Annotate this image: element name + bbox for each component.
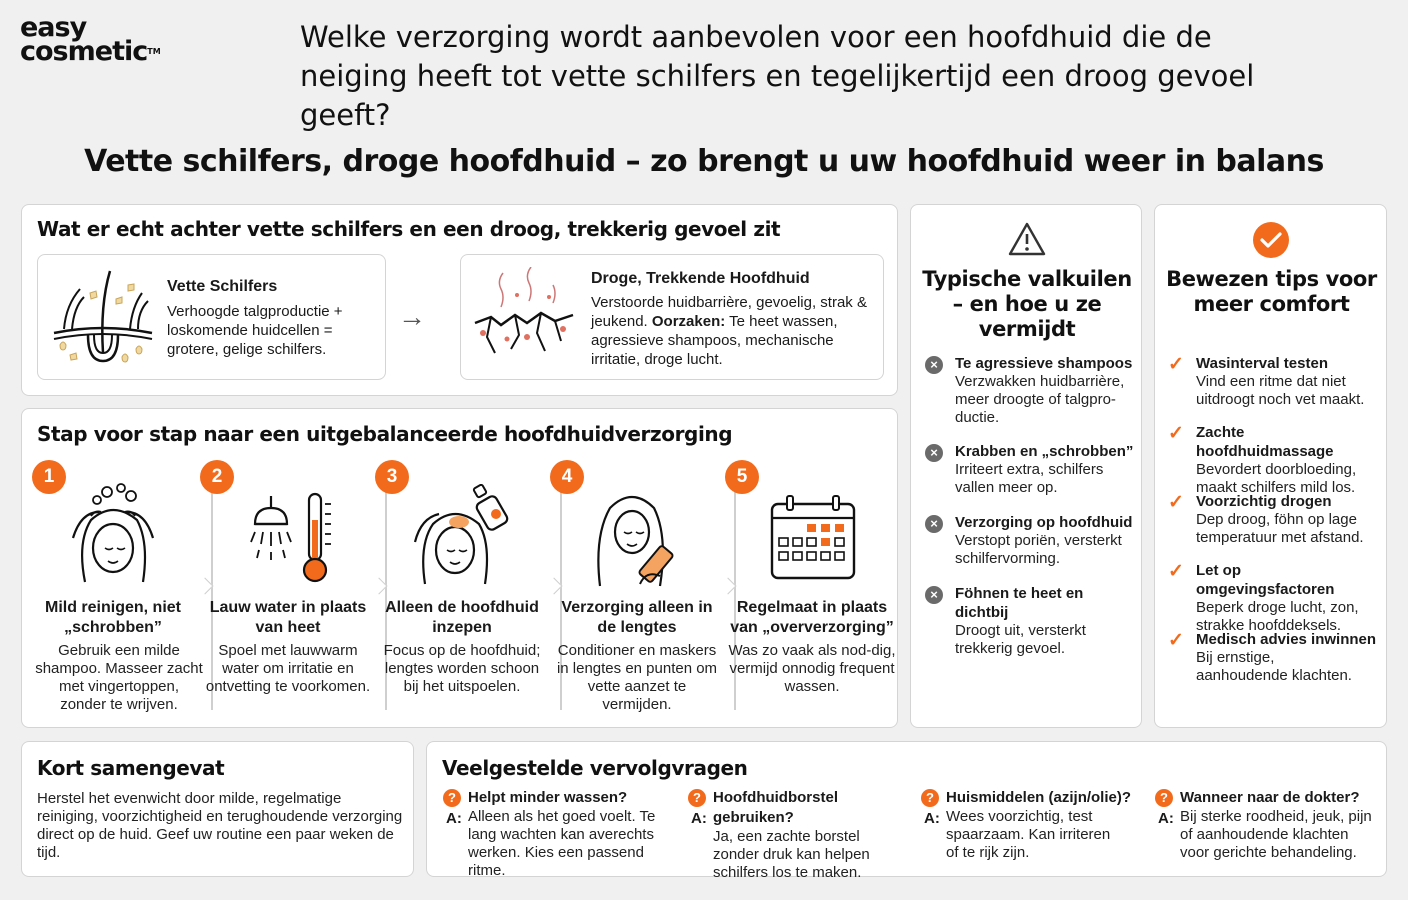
headline: Vette schilfers, droge hoofdhuid – zo brengt u uw hoofdhuid weer in balans: [84, 144, 1324, 179]
step-desc: Gebruik een milde shampoo. Masseer zacht met vingertoppen, zonder te wrijven.: [35, 642, 203, 713]
faq-item: [921, 788, 1146, 862]
oily-flakes-card: [37, 254, 386, 380]
causes-card: [21, 204, 898, 396]
logo-line-1: easy: [20, 12, 87, 43]
hair-follicle-icon: [50, 265, 156, 371]
pitfall-title: Krabben en „schrobben”: [955, 443, 1134, 460]
pitfall-desc: Verstopt poriën, versterkt schilfervorming.: [955, 532, 1122, 567]
faq-item: [443, 788, 668, 880]
checkmark-icon: ✓: [1168, 354, 1184, 375]
question-icon: ?: [1155, 789, 1173, 807]
oily-flakes-desc: Verhoogde talgproductie + loskomende huidcellen = grotere, gelige schilfers.: [167, 303, 343, 358]
checkmark-icon: ✓: [1168, 630, 1184, 651]
faq-question: Huismiddelen (azijn/olie)?: [946, 789, 1132, 806]
answer-label: A:: [446, 810, 462, 827]
faq-title: Veelgestelde vervolgvragen: [442, 756, 748, 780]
x-circle-icon: ×: [925, 515, 943, 533]
faq-answer: Ja, een zachte borstel zonder druk kan helpen schilfers los te maken.: [713, 828, 870, 881]
step-title: Lauw water in plaats van heet: [209, 599, 367, 636]
tip-desc: Bij ernstige, aanhoudende klachten.: [1196, 649, 1352, 684]
checkmark-icon: ✓: [1168, 423, 1184, 444]
faq-answer: Wees voorzichtig, test spaarzaam. Kan irriteren of te rijk zijn.: [946, 808, 1111, 861]
logo-line-2-wrap: [20, 36, 161, 67]
pitfall-title: Verzorging op hoofdhuid: [955, 514, 1133, 531]
faq-question: Hoofdhuidborstel gebruiken?: [713, 789, 838, 826]
step-number: 5: [725, 460, 759, 494]
answer-label: A:: [1158, 810, 1174, 827]
step-number: 1: [32, 460, 66, 494]
tip-title: Let op omgevingsfactoren: [1196, 562, 1335, 598]
tip-desc: Beperk droge lucht, zon, strakke hoofddeksels.: [1196, 599, 1359, 634]
tip-title: Wasinterval testen: [1196, 355, 1328, 372]
calendar-icon: [769, 494, 857, 582]
arrow-right-icon: →: [398, 301, 426, 332]
causes-title: Wat er echt achter vette schilfers en een droog, trekkerig gevoel zit: [37, 217, 781, 241]
step-title: Mild reinigen, niet „schrobben”: [44, 599, 181, 636]
question-icon: ?: [443, 789, 461, 807]
brand-logo: [20, 12, 161, 67]
summary-card: [21, 741, 414, 877]
pitfalls-title: Typische valkuilen – en hoe u ze vermijdt: [922, 267, 1132, 341]
shower-thermometer-icon: [241, 490, 341, 590]
pitfall-item: [925, 584, 1135, 658]
dry-scalp-card: [460, 254, 884, 380]
checkmark-icon: ✓: [1168, 561, 1184, 582]
step-title: Alleen de hoofdhuid inzepen: [385, 599, 539, 636]
summary-text: Herstel het evenwicht door milde, regelmatige reiniging, voorzichtigheid en terughoudende verzorging direct op de huid. Geef uw routine een paar weken de tijd.: [37, 790, 403, 861]
step-desc: Focus op de hoofdhuid; lengtes worden schoon bij het uitspoelen.: [383, 642, 541, 695]
shampoo-scalp-icon: [409, 484, 519, 590]
summary-title: Kort samengevat: [37, 756, 225, 780]
faq-answer: Alleen als het goed voelt. Te lang wachten kan averechts werken. Kies een passend ritme.: [468, 808, 656, 879]
faq-answer: Bij sterke roodheid, jeuk, pijn of aanhoudende klachten voor gerichte behandeling.: [1180, 808, 1372, 861]
pitfall-desc: Irriteert extra, schilfers vallen meer op.: [955, 461, 1104, 496]
dry-scalp-causes-label: Oorzaken:: [651, 313, 726, 330]
pitfall-item: [925, 513, 1135, 568]
faq-item: [1155, 788, 1380, 862]
steps-title: Stap voor stap naar een uitgebalanceerde hoofdhuidverzorging: [37, 422, 733, 446]
tip-item: [1168, 630, 1380, 685]
tip-item: [1168, 423, 1380, 497]
step-desc: Conditioner en maskers in lengtes en punten om vette aanzet te vermijden.: [556, 642, 718, 713]
tip-desc: Dep droog, föhn op lage temperatuur met afstand.: [1196, 511, 1364, 546]
faq-question: Wanneer naar de dokter?: [1180, 789, 1360, 806]
pitfall-title: Te agressieve shampoos: [955, 355, 1133, 372]
dry-scalp-title: Droge, Trekkende Hoofdhuid: [591, 270, 810, 287]
tip-title: Medisch advies inwinnen: [1196, 631, 1377, 648]
tip-item: [1168, 561, 1380, 635]
faq-item: [688, 788, 913, 882]
tip-title: Voorzichtig drogen: [1196, 493, 1332, 510]
warning-icon: [1007, 221, 1047, 257]
answer-label: A:: [924, 810, 940, 827]
x-circle-icon: ×: [925, 444, 943, 462]
pitfall-desc: Verzwakken huidbarrière, meer droogte of talgpro-ductie.: [955, 373, 1125, 426]
pitfall-item: [925, 354, 1135, 427]
faq-question: Helpt minder wassen?: [468, 789, 628, 806]
x-circle-icon: ×: [925, 586, 943, 604]
answer-label: A:: [691, 810, 707, 827]
dry-scalp-desc: Verstoorde huidbarrière, gevoelig, strak & jeukend.: [591, 294, 867, 330]
pitfall-title: Föhnen te heet en dichtbij: [955, 585, 1084, 621]
checkmark-icon: ✓: [1168, 492, 1184, 513]
step-number: 4: [550, 460, 584, 494]
x-circle-icon: ×: [925, 356, 943, 374]
conditioner-lengths-icon: [590, 486, 694, 592]
tip-desc: Vind een ritme dat niet uitdroogt noch vet maakt.: [1196, 373, 1365, 408]
step-desc: Was zo vaak als nod-dig, vermijd onnodig frequent wassen.: [728, 642, 896, 695]
logo-line-2: cosmetic: [20, 36, 148, 67]
tips-title: Bewezen tips voor meer comfort: [1166, 267, 1377, 316]
pitfall-desc: Droogt uit, versterkt trekkerig gevoel.: [955, 622, 1086, 657]
pitfall-item: [925, 442, 1135, 497]
cracked-skin-icon: [471, 267, 577, 367]
step-number: 3: [375, 460, 409, 494]
tip-desc: Bevordert doorbloeding, maakt schilfers mild los.: [1196, 461, 1357, 496]
step-number: 2: [200, 460, 234, 494]
washing-hair-icon: [63, 482, 163, 592]
tip-item: [1168, 354, 1380, 409]
step-title: Regelmaat in plaats van „oververzorging”: [730, 599, 894, 636]
dry-scalp-desc-wrap: [591, 293, 876, 369]
dry-scalp-causes-text: Te heet wassen, agressieve shampoos, mechanische irritatie, droge lucht.: [591, 313, 838, 368]
step-desc: Spoel met lauwwarm water om irritatie en ontvetting te voorkomen.: [205, 642, 371, 695]
step-title: Verzorging alleen in de lengtes: [561, 599, 713, 636]
tip-item: [1168, 492, 1380, 547]
check-circle-icon: [1252, 221, 1290, 259]
oily-flakes-title: Vette Schilfers: [167, 278, 278, 295]
tip-title: Zachte hoofdhuidmassage: [1196, 424, 1334, 460]
question-text: Welke verzorging wordt aanbevolen voor een hoofdhuid die de neiging heeft tot vette schilfers en tegelijkertijd een droog gevoel geeft?: [300, 20, 1255, 132]
logo-trademark: TM: [147, 47, 161, 56]
question-icon: ?: [688, 789, 706, 807]
question-icon: ?: [921, 789, 939, 807]
